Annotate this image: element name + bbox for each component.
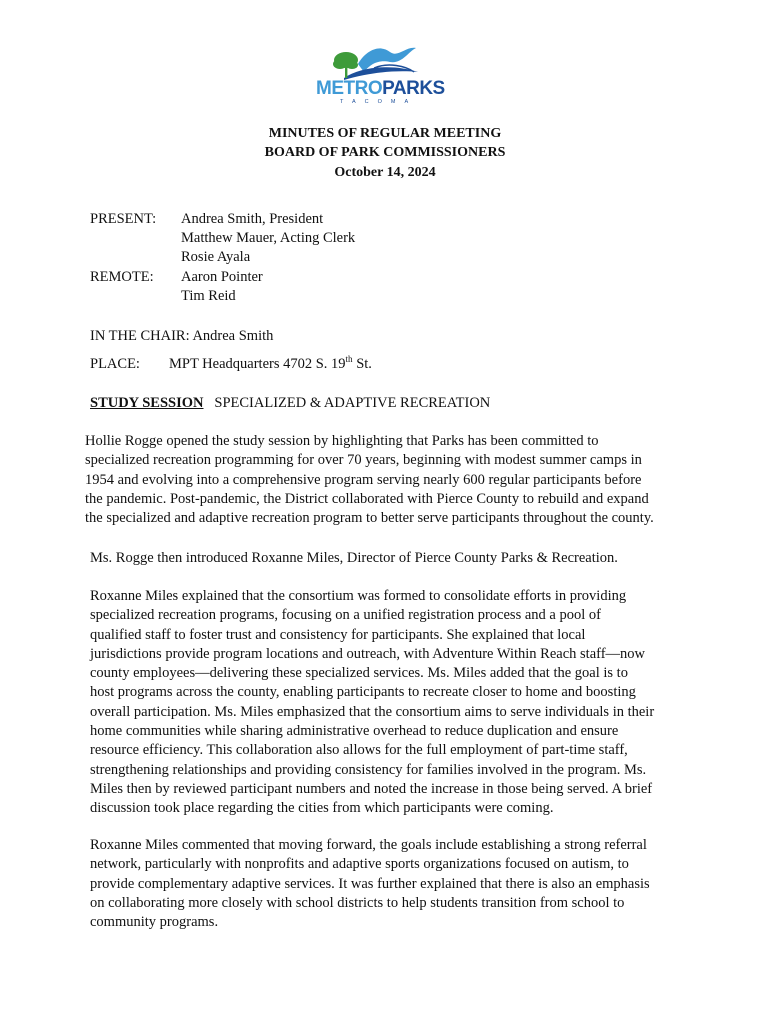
present-member: Matthew Mauer, Acting Clerk [181, 230, 356, 246]
present-label: PRESENT: [90, 211, 157, 227]
place-label: PLACE: [90, 356, 140, 372]
minutes-title: MINUTES OF REGULAR MEETING [268, 126, 502, 141]
paragraph-line: provide complementary adaptive services. It was further explained that there is also an emphasis [90, 875, 650, 892]
remote-member: Tim Reid [181, 288, 236, 304]
paragraph-line: discussion took place regarding the cities from which participants were coming. [90, 800, 554, 817]
paragraph-introduction [90, 549, 618, 568]
place-superscript: th [345, 354, 353, 365]
paragraph-line: on collaborating more closely with school districts to help students transition from school to [90, 894, 625, 911]
paragraph-intro [85, 432, 654, 528]
board-title: BOARD OF PARK COMMISSIONERS [264, 145, 506, 160]
place-suffix: St. [352, 356, 372, 372]
paragraph-line: network, particularly with nonprofits and adaptive sports organizations focused on autism, to [90, 856, 629, 873]
logo-metro-text: METRO [316, 78, 383, 99]
paragraph-line: strengthening relationships and providing consistency for families involved in the program. Ms. [90, 761, 647, 778]
paragraph-line: overall participation. Ms. Miles emphasized that the consortium aims to serve individuals in their [90, 703, 655, 720]
study-session-label: STUDY SESSION [90, 395, 204, 411]
place-address: MPT Headquarters 4702 S. 19 [169, 356, 346, 372]
paragraph-goals [90, 836, 650, 932]
paragraph-line: Roxanne Miles explained that the consortium was formed to consolidate efforts in providing [90, 588, 627, 604]
metro-parks-logo [314, 42, 456, 104]
paragraph-line: Hollie Rogge opened the study session by highlighting that Parks has been committed to [85, 433, 599, 449]
remote-label: REMOTE: [90, 269, 154, 285]
paragraph-line: Miles then by reviewed participant numbers and noted the increase in those being served. A brief [90, 780, 653, 797]
paragraph-line: Ms. Rogge then introduced Roxanne Miles, Director of Pierce County Parks & Recreation. [90, 550, 618, 566]
meeting-date: October 14, 2024 [334, 165, 436, 180]
paragraph-line: community programs. [90, 914, 219, 931]
paragraph-line: host programs across the county, enabling participants to recreate closer to home and boosting [90, 684, 636, 701]
remote-member: Aaron Pointer [181, 269, 263, 285]
study-session-title: SPECIALIZED & ADAPTIVE RECREATION [214, 395, 491, 411]
logo-parks-text: PARKS [382, 78, 445, 99]
tree-and-wave-icon [314, 42, 456, 82]
logo-tacoma-text: TACOMA [340, 99, 418, 105]
paragraph-consortium [90, 587, 654, 819]
paragraph-line: resource efficiency. This collaboration also allows for the full employment of part-time staff, [90, 742, 628, 759]
present-member: Rosie Ayala [181, 249, 251, 265]
study-session-heading [90, 394, 490, 413]
paragraph-line: county employees—delivering these specialized services. Ms. Miles added that the goal is to [90, 665, 628, 682]
paragraph-line: Roxanne Miles commented that moving forward, the goals include establishing a strong referral [90, 837, 647, 853]
paragraph-line: the pandemic. Post-pandemic, the District collaborated with Pierce County to rebuild and expand [85, 490, 649, 507]
place-value [169, 355, 372, 374]
paragraph-line: qualified staff to foster trust and consistency for participants. She explained that local [90, 626, 586, 643]
paragraph-line: specialized recreation programs, focusing on a unified registration process and a pool of [90, 607, 601, 624]
paragraph-line: home communities while sharing administrative overhead to reduce duplication and ensure [90, 723, 619, 740]
chair-line: IN THE CHAIR: Andrea Smith [90, 328, 274, 344]
paragraph-line: the specialized and adaptive recreation program to better serve participants throughout the county. [85, 510, 654, 527]
paragraph-line: specialized recreation programming for over 70 years, beginning with modest summer camps in [85, 452, 642, 469]
paragraph-line: jurisdictions provide program locations and outreach, with Adventure Within Reach staff—now [90, 645, 645, 662]
logo-wordmark [316, 78, 445, 100]
paragraph-line: 1954 and evolving into a comprehensive program serving nearly 600 regular participants before [85, 471, 642, 488]
present-member: Andrea Smith, President [181, 211, 324, 227]
